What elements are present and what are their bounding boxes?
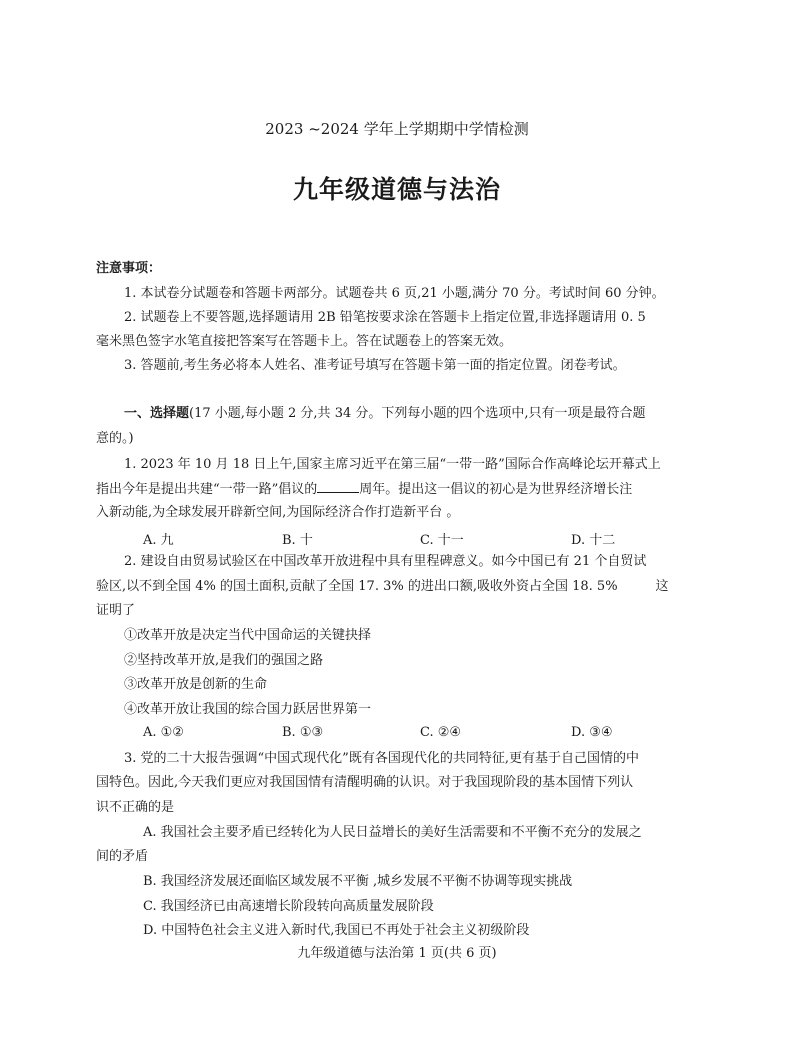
q3-option-b: B. 我国经济发展还面临区域发展不平衡 ,城乡发展不平衡不协调等现实挑战 bbox=[143, 874, 573, 889]
section1-heading-line bbox=[124, 405, 646, 423]
q3-option-a-line1: A. 我国社会主要矛盾已经转化为人民日益增长的美好生活需要和不平衡不充分的发展之 bbox=[143, 825, 642, 840]
q3-line2: 国特色。因此,今天我们更应对我国国情有清醒明确的认识。对于我国现阶段的基本国情下列认 bbox=[96, 775, 634, 790]
exam-period-subtitle: 2023 ~2024 学年上学期期中学情检测 bbox=[265, 120, 529, 138]
q2-statement-3: ③改革开放是创新的生命 bbox=[124, 677, 268, 692]
exam-title: 九年级道德与法治 bbox=[292, 175, 501, 204]
q2-option-c: C. ②④ bbox=[420, 725, 462, 740]
q1-line1: 1. 2023 年 10 月 18 日上午,国家主席习近平在第三届“一带一路”国际合作高峰论坛开幕式上 bbox=[124, 457, 661, 472]
q2-option-d: D. ③④ bbox=[571, 725, 613, 740]
q1-line2 bbox=[96, 480, 632, 499]
section1-desc-line2: 意的。) bbox=[96, 431, 134, 446]
q1-line3: 入新动能,为全球发展开辟新空间,为国际经济合作打造新平台 。 bbox=[96, 505, 460, 520]
q2-line2 bbox=[96, 578, 669, 596]
q3-option-d: D. 中国特色社会主义进入新时代,我国已不再处于社会主义初级阶段 bbox=[143, 923, 530, 938]
q1-answer-blank bbox=[317, 480, 359, 493]
q2-statement-2: ②坚持改革开放,是我们的强国之路 bbox=[124, 653, 324, 668]
q1-option-c: C. 十一 bbox=[420, 533, 464, 548]
q1-option-a: A. 九 bbox=[143, 533, 174, 548]
notice-item-2-line2: 毫米黑色签字水笔直接把答案写在答题卡上。答在试题卷上的答案无效。 bbox=[96, 334, 513, 349]
notice-item-3: 3. 答题前,考生务必将本人姓名、准考证号填写在答题卡第一面的指定位置。闭卷考试。 bbox=[124, 358, 626, 373]
notice-item-2-line1: 2. 试题卷上不要答题,选择题请用 2B 铅笔按要求涂在答题卡上指定位置,非选择题请用 0. 5 bbox=[124, 310, 646, 325]
page-footer: 九年级道德与法治第 1 页(共 6 页) bbox=[297, 946, 497, 961]
q2-option-b: B. ①③ bbox=[282, 725, 324, 740]
q1-option-d: D. 十二 bbox=[571, 533, 616, 548]
notice-item-1: 1. 本试卷分试题卷和答题卡两部分。试题卷共 6 页,21 小题,满分 70 分。考试时间 60 分钟。 bbox=[124, 286, 665, 301]
q3-option-c: C. 我国经济已由高速增长阶段转向高质量发展阶段 bbox=[143, 899, 434, 914]
q2-line1: 2. 建设自由贸易试验区在中国改革开放进程中具有里程碑意义。如今中国已有 21 个自贸试 bbox=[124, 554, 647, 569]
q2-line3: 证明了 bbox=[96, 603, 136, 618]
q2-line2-part-b: 这 bbox=[655, 579, 669, 594]
q2-statement-1: ①改革开放是决定当代中国命运的关键抉择 bbox=[124, 628, 372, 643]
q2-statement-4: ④改革开放让我国的综合国力跃居世界第一 bbox=[124, 702, 372, 717]
q3-line3: 识不正确的是 bbox=[96, 800, 175, 815]
q1-line2-part-a: 指出今年是提出共建“一带一路”倡议的 bbox=[96, 482, 318, 497]
q1-line2-part-b: 周年。提出这一倡议的初心是为世界经济增长注 bbox=[359, 482, 633, 497]
q2-option-a: A. ①② bbox=[143, 725, 184, 740]
q1-option-b: B. 十 bbox=[282, 533, 313, 548]
section1-desc-line1: (17 小题,每小题 2 分,共 34 分。下列每小题的四个选项中,只有一项是最符合题 bbox=[189, 406, 646, 421]
q3-line1: 3. 党的二十大报告强调“中国式现代化”既有各国现代化的共同特征,更有基于自己国情的中 bbox=[124, 751, 639, 766]
notice-heading: 注意事项： bbox=[96, 261, 162, 276]
q2-line2-part-a: 验区,以不到全国 4% 的国土面积,贡献了全国 17. 3% 的进出口额,吸收外资占全国 18. 5% bbox=[96, 579, 618, 594]
q3-option-a-line2: 间的矛盾 bbox=[96, 849, 149, 864]
section1-heading: 一、选择题 bbox=[124, 406, 190, 421]
